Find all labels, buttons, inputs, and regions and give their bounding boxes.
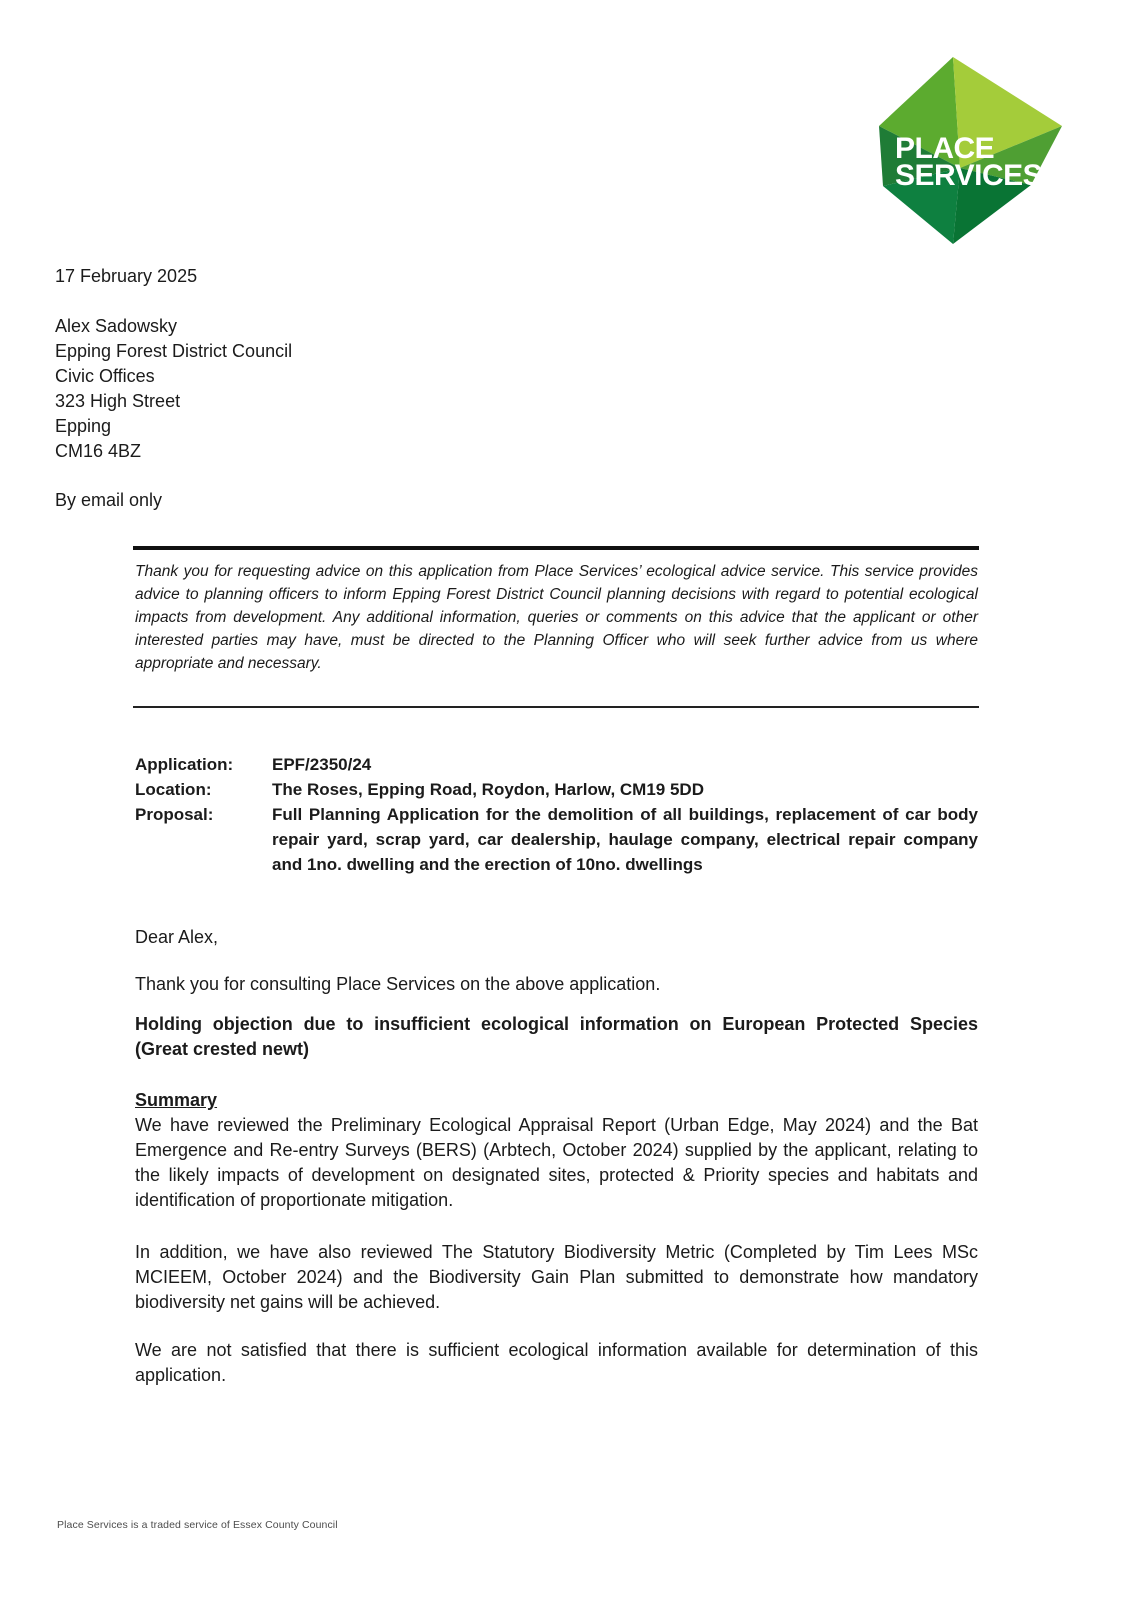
location-label: Location: [135, 780, 212, 799]
letter-date: 17 February 2025 [55, 266, 198, 286]
gem-logo-graphic [858, 54, 1064, 246]
proposal-label: Proposal: [135, 805, 214, 824]
location-value: The Roses, Epping Road, Roydon, Harlow, CM19 5DD [272, 780, 704, 799]
summary-heading: Summary [135, 1090, 218, 1110]
acknowledgement-paragraph: Thank you for consulting Place Services on the above application. [135, 974, 661, 994]
advice-service-note: Thank you for requesting advice on this application from Place Services’ ecological advice service. This service provides advice to planning officers to inform Epping Forest District Council planning decisions with regard to potential ecological impacts from development. Any additional information, queries or comments on this advice that the applicant or other interested parties may have, must be directed to the Planning Officer who will seek further advice from us where appropriate and necessary. [135, 563, 978, 672]
recipient-address [55, 314, 292, 464]
application-row [135, 752, 978, 777]
recipient-address-line: Civic Offices [55, 366, 155, 386]
logo-text-place: PLACE [895, 132, 995, 165]
application-label: Application: [135, 755, 234, 774]
logo-text-services: SERVICES [895, 159, 1043, 192]
proposal-row [135, 802, 978, 877]
addition-paragraph: In addition, we have also reviewed The Statutory Biodiversity Metric (Completed by Tim Lees MSc MCIEEM, October 2024) and the Biodiversity Gain Plan submitted to demonstrate how mandatory biodiversity net gains will be achieved. [135, 1242, 978, 1312]
recipient-town: Epping [55, 416, 112, 436]
place-services-logo [858, 54, 1064, 246]
divider-rule-top [133, 546, 979, 550]
location-row [135, 777, 978, 802]
delivery-method: By email only [55, 490, 163, 510]
salutation: Dear Alex, [135, 927, 219, 947]
proposal-value: Full Planning Application for the demolition of all buildings, replacement of car body repair yard, scrap yard, car dealership, haulage company, electrical repair company and 1no. dwelling and the erection of 10no. dwellings [272, 805, 978, 874]
divider-rule-bottom [133, 706, 979, 708]
recipient-postcode: CM16 4BZ [55, 441, 142, 461]
recipient-address-line: 323 High Street [55, 391, 181, 411]
recipient-name: Alex Sadowsky [55, 316, 178, 336]
objection-heading: Holding objection due to insufficient ecological information on European Protected Species (Great crested newt) [135, 1014, 978, 1059]
application-details [135, 752, 978, 877]
conclusion-paragraph: We are not satisfied that there is sufficient ecological information available for determination of this application. [135, 1340, 978, 1385]
summary-paragraph: We have reviewed the Preliminary Ecological Appraisal Report (Urban Edge, May 2024) and the Bat Emergence and Re-entry Surveys (BERS) (Arbtech, October 2024) supplied by the applicant, relating to the likely impacts of development on designated sites, protected & Priority species and habitats and identification of proportionate mitigation. [135, 1115, 978, 1210]
footer-note: Place Services is a traded service of Essex County Council [57, 1519, 338, 1531]
application-value: EPF/2350/24 [272, 755, 372, 774]
recipient-organisation: Epping Forest District Council [55, 341, 293, 361]
